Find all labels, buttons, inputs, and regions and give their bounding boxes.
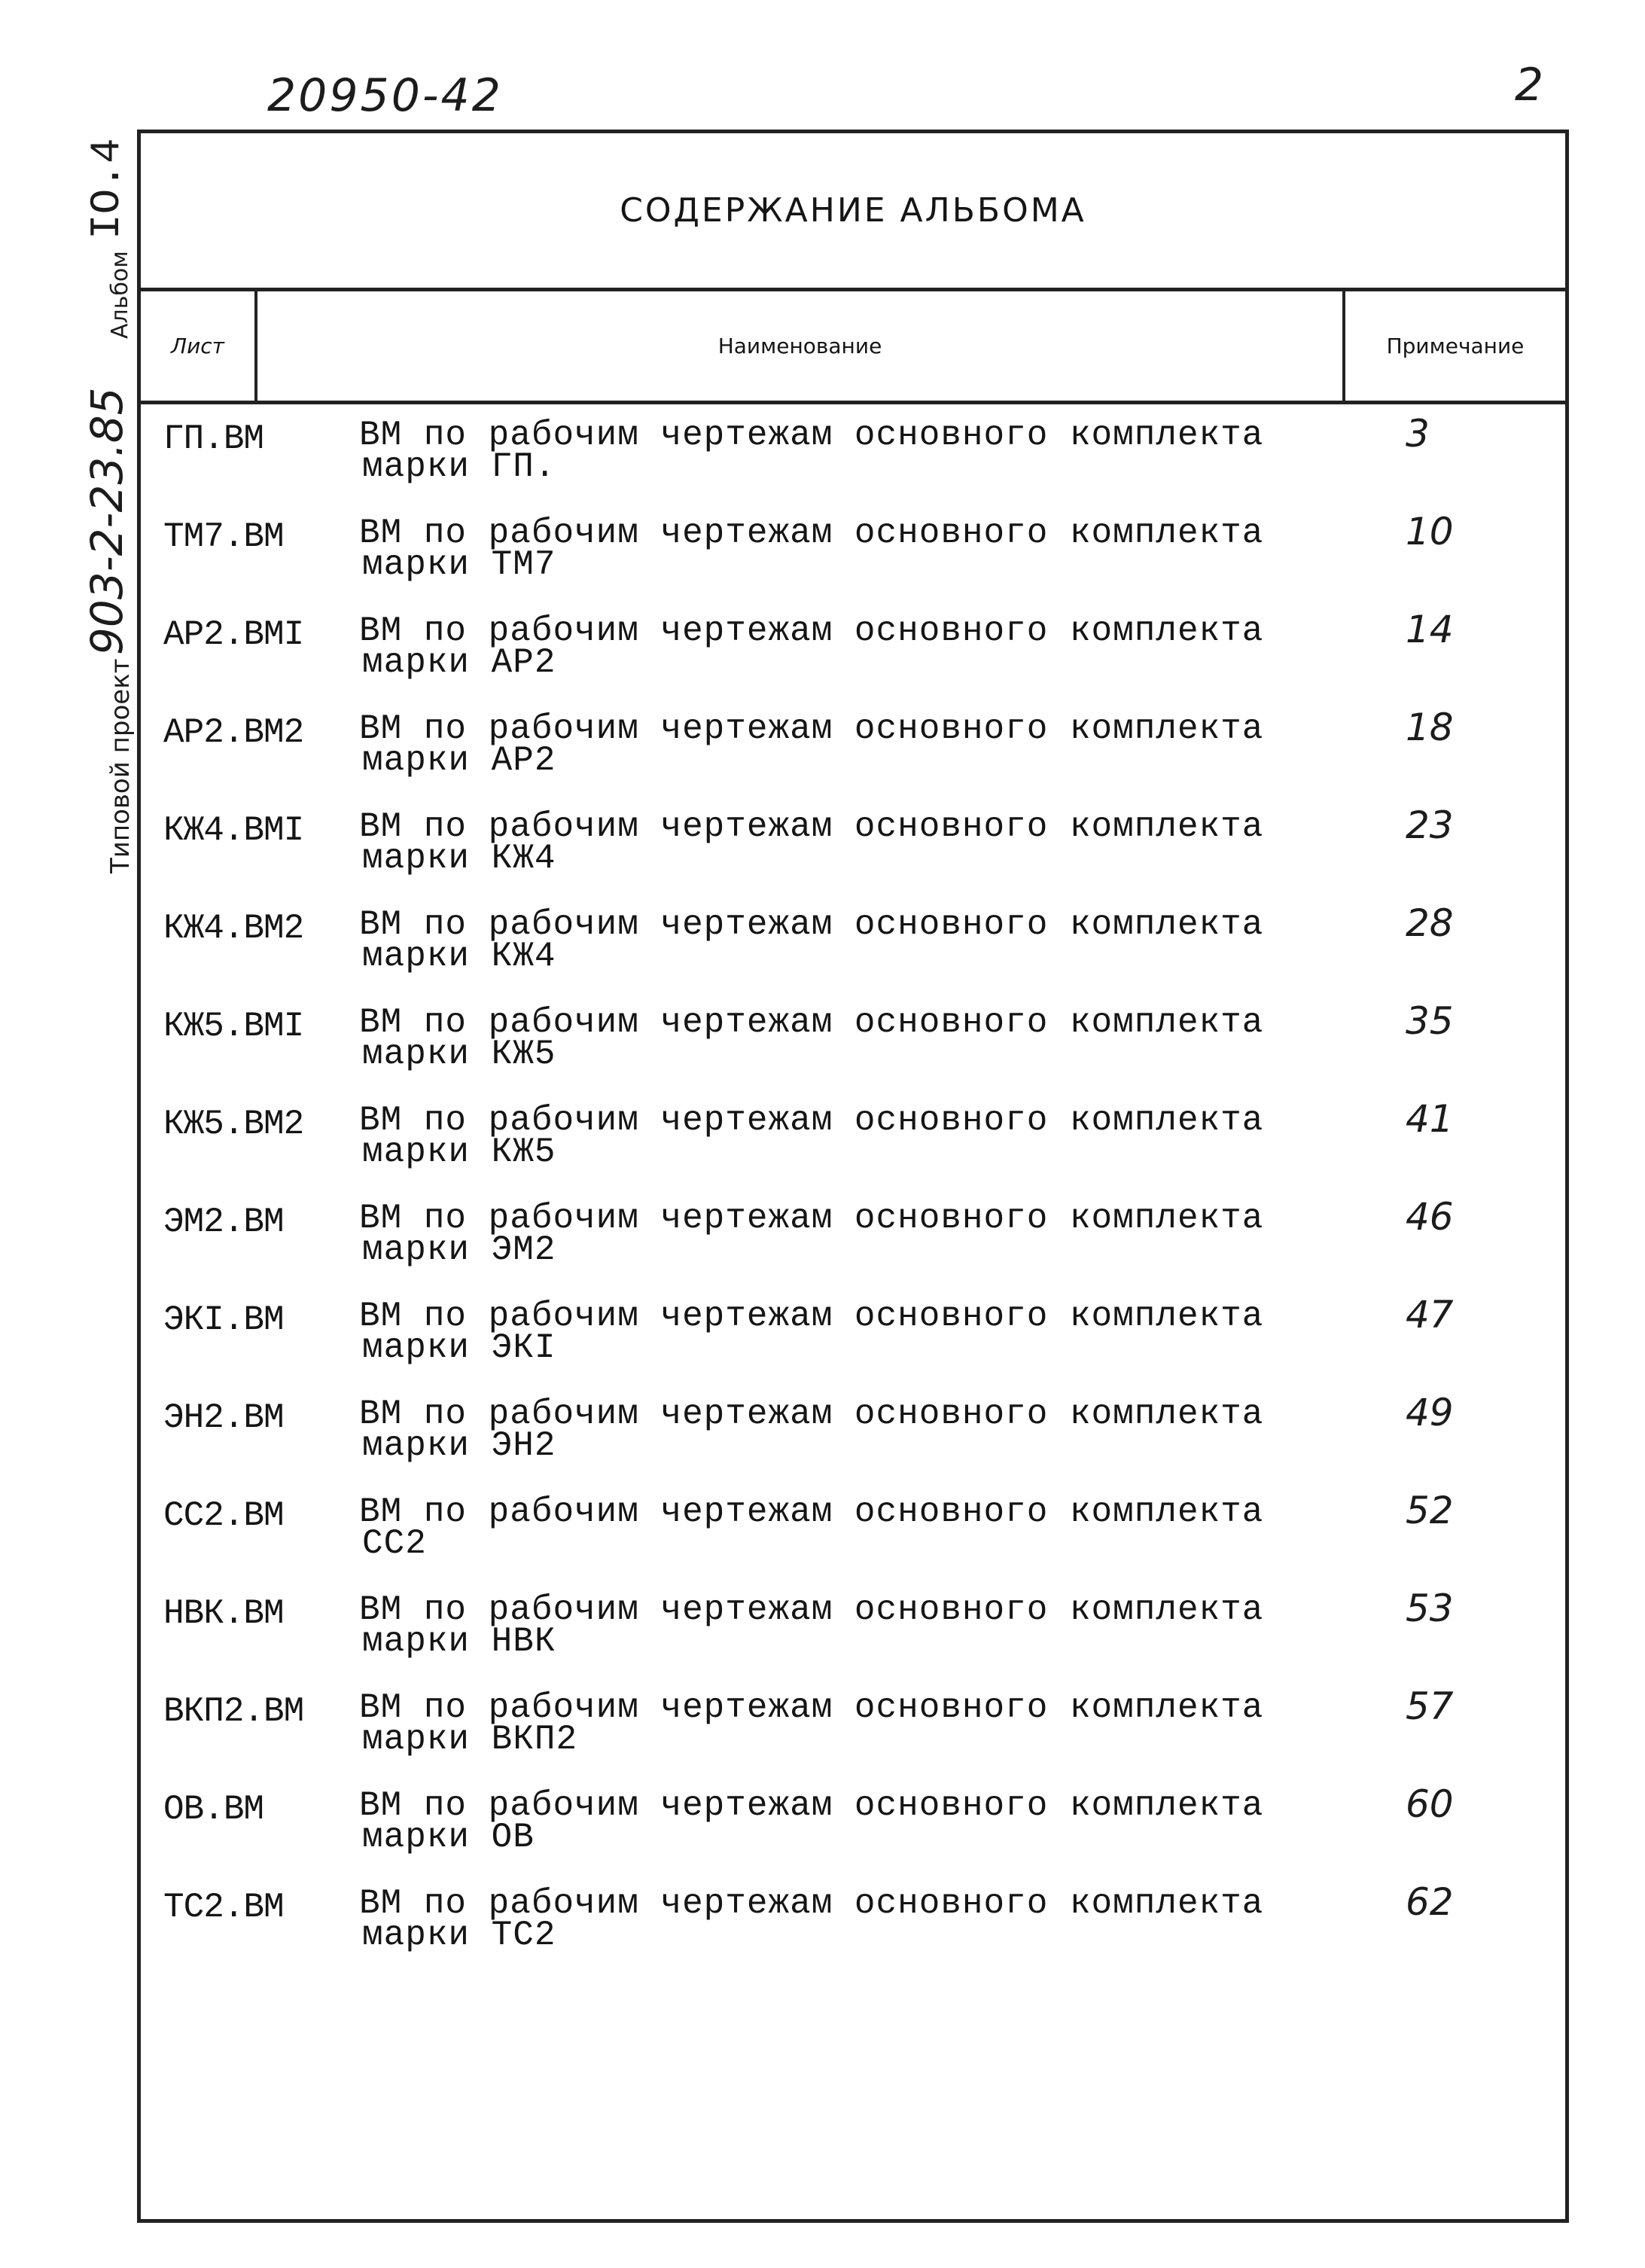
row-name (359, 1199, 1308, 1270)
name-line1: ВМ по рабочим чертежам основного комплекта (359, 905, 1264, 944)
row-name (359, 709, 1308, 780)
name-line2: СС2 (362, 1524, 427, 1563)
page-reference: 52 (1406, 1489, 1454, 1532)
name-line1: ВМ по рабочим чертежам основного комплекта (359, 709, 1264, 748)
page-reference: 57 (1406, 1684, 1454, 1728)
page-reference: 28 (1406, 901, 1454, 945)
table-row (141, 600, 1565, 698)
page-reference: 62 (1406, 1880, 1454, 1924)
page-reference: 3 (1406, 412, 1430, 456)
sheet-code: ТМ7.ВМ (163, 517, 284, 556)
name-line2: марки ГП. (362, 447, 556, 486)
sheet-code: КЖ4.ВМ2 (163, 909, 304, 948)
name-line2: марки ОВ (362, 1818, 535, 1857)
sheet-code: ЭМ2.ВМ (163, 1203, 284, 1242)
table-row (141, 1775, 1565, 1873)
column-header-note: Примечание (1386, 334, 1525, 358)
page-title: СОДЕРЖАНИЕ АЛЬБОМА (141, 133, 1565, 291)
sheet-code: СС2.ВМ (163, 1496, 284, 1535)
name-line1: ВМ по рабочим чертежам основного комплекта (359, 1492, 1264, 1532)
table-row (141, 1579, 1565, 1677)
page-reference: 60 (1406, 1782, 1454, 1826)
name-line1: ВМ по рабочим чертежам основного комплекта (359, 1199, 1264, 1238)
name-line1: ВМ по рабочим чертежам основного комплекта (359, 1590, 1264, 1629)
name-line1: ВМ по рабочим чертежам основного комплекта (359, 807, 1264, 846)
name-line2: марки АР2 (362, 741, 556, 780)
sheet-code: НВК.ВМ (163, 1594, 284, 1633)
table-row (141, 1873, 1565, 1971)
table-header (141, 291, 1565, 404)
name-line2: марки КЖ4 (362, 839, 556, 878)
sheet-code: АР2.ВМI (163, 615, 304, 654)
table-row (141, 796, 1565, 894)
name-line2: марки ТМ7 (362, 545, 556, 584)
column-header-name: Наименование (257, 291, 1345, 401)
row-name (359, 1884, 1308, 1955)
table-row (141, 1481, 1565, 1579)
side-stamp (62, 136, 145, 873)
name-line1: ВМ по рабочим чертежам основного комплекта (359, 514, 1264, 553)
name-line2: марки КЖ5 (362, 1035, 556, 1074)
page-reference: 23 (1406, 803, 1454, 847)
album-label: Альбом (107, 251, 133, 339)
row-name (359, 611, 1308, 682)
name-line2: марки ЭМ2 (362, 1230, 556, 1270)
name-line1: ВМ по рабочим чертежам основного комплекта (359, 1101, 1264, 1140)
project-label: Типовой проект (105, 658, 136, 873)
page-reference: 46 (1406, 1195, 1454, 1239)
album-number: IO.4 (83, 138, 131, 239)
row-name (359, 1003, 1308, 1074)
sheet-code: ГП.ВМ (163, 419, 264, 459)
contents-frame (137, 130, 1569, 2223)
name-line2: марки КЖ5 (362, 1132, 556, 1172)
sheet-code: ЭКI.ВМ (163, 1300, 284, 1340)
row-name (359, 1297, 1308, 1367)
page-reference: 47 (1406, 1293, 1454, 1337)
name-line2: марки КЖ4 (362, 937, 556, 976)
document-code: 20950-42 (267, 69, 503, 122)
table-row (141, 1285, 1565, 1383)
row-name (359, 514, 1308, 584)
page-reference: 10 (1406, 510, 1454, 553)
name-line2: марки ЭН2 (362, 1426, 556, 1465)
name-line1: ВМ по рабочим чертежам основного комплекта (359, 1297, 1264, 1336)
project-number: 903-2-23.85 (81, 387, 133, 655)
row-name (359, 1786, 1308, 1857)
page-reference: 41 (1406, 1097, 1454, 1141)
name-line1: ВМ по рабочим чертежам основного комплекта (359, 1395, 1264, 1434)
table-row (141, 992, 1565, 1090)
table-row (141, 1187, 1565, 1285)
row-name (359, 1492, 1308, 1563)
name-line2: марки АР2 (362, 643, 556, 682)
page-reference: 53 (1406, 1587, 1454, 1630)
table-row (141, 1090, 1565, 1187)
row-name (359, 1688, 1308, 1759)
sheet-code: ВКП2.ВМ (163, 1692, 304, 1731)
row-name (359, 1101, 1308, 1172)
page-reference: 14 (1406, 608, 1454, 651)
table-row (141, 1383, 1565, 1481)
sheet-code: КЖ5.ВМ2 (163, 1105, 304, 1144)
name-line1: ВМ по рабочим чертежам основного комплекта (359, 1884, 1264, 1923)
page-number: 2 (1515, 59, 1544, 111)
table-row (141, 698, 1565, 796)
name-line2: марки ВКП2 (362, 1720, 578, 1759)
sheet-code: АР2.ВМ2 (163, 713, 304, 752)
row-name (359, 1395, 1308, 1465)
row-name (359, 416, 1308, 486)
name-line1: ВМ по рабочим чертежам основного комплекта (359, 416, 1264, 455)
row-name (359, 807, 1308, 878)
sheet-code: КЖ4.ВМI (163, 811, 304, 850)
name-line2: марки НВК (362, 1622, 556, 1661)
page-reference: 18 (1406, 706, 1454, 749)
column-header-sheet: Лист (141, 291, 257, 401)
table-row (141, 894, 1565, 992)
table-row (141, 1677, 1565, 1775)
table-row (141, 404, 1565, 502)
table-row (141, 502, 1565, 600)
name-line1: ВМ по рабочим чертежам основного комплекта (359, 1003, 1264, 1042)
sheet-code: ОВ.ВМ (163, 1790, 264, 1829)
name-line1: ВМ по рабочим чертежам основного комплекта (359, 611, 1264, 651)
row-name (359, 1590, 1308, 1661)
name-line1: ВМ по рабочим чертежам основного комплекта (359, 1786, 1264, 1825)
name-line1: ВМ по рабочим чертежам основного комплекта (359, 1688, 1264, 1727)
sheet-code: КЖ5.ВМI (163, 1007, 304, 1046)
name-line2: марки ЭКI (362, 1328, 556, 1367)
sheet-code: ЭН2.ВМ (163, 1398, 284, 1437)
page-reference: 49 (1406, 1391, 1454, 1434)
sheet-code: ТС2.ВМ (163, 1888, 284, 1927)
page-reference: 35 (1406, 999, 1454, 1043)
name-line2: марки ТС2 (362, 1916, 556, 1955)
row-name (359, 905, 1308, 976)
